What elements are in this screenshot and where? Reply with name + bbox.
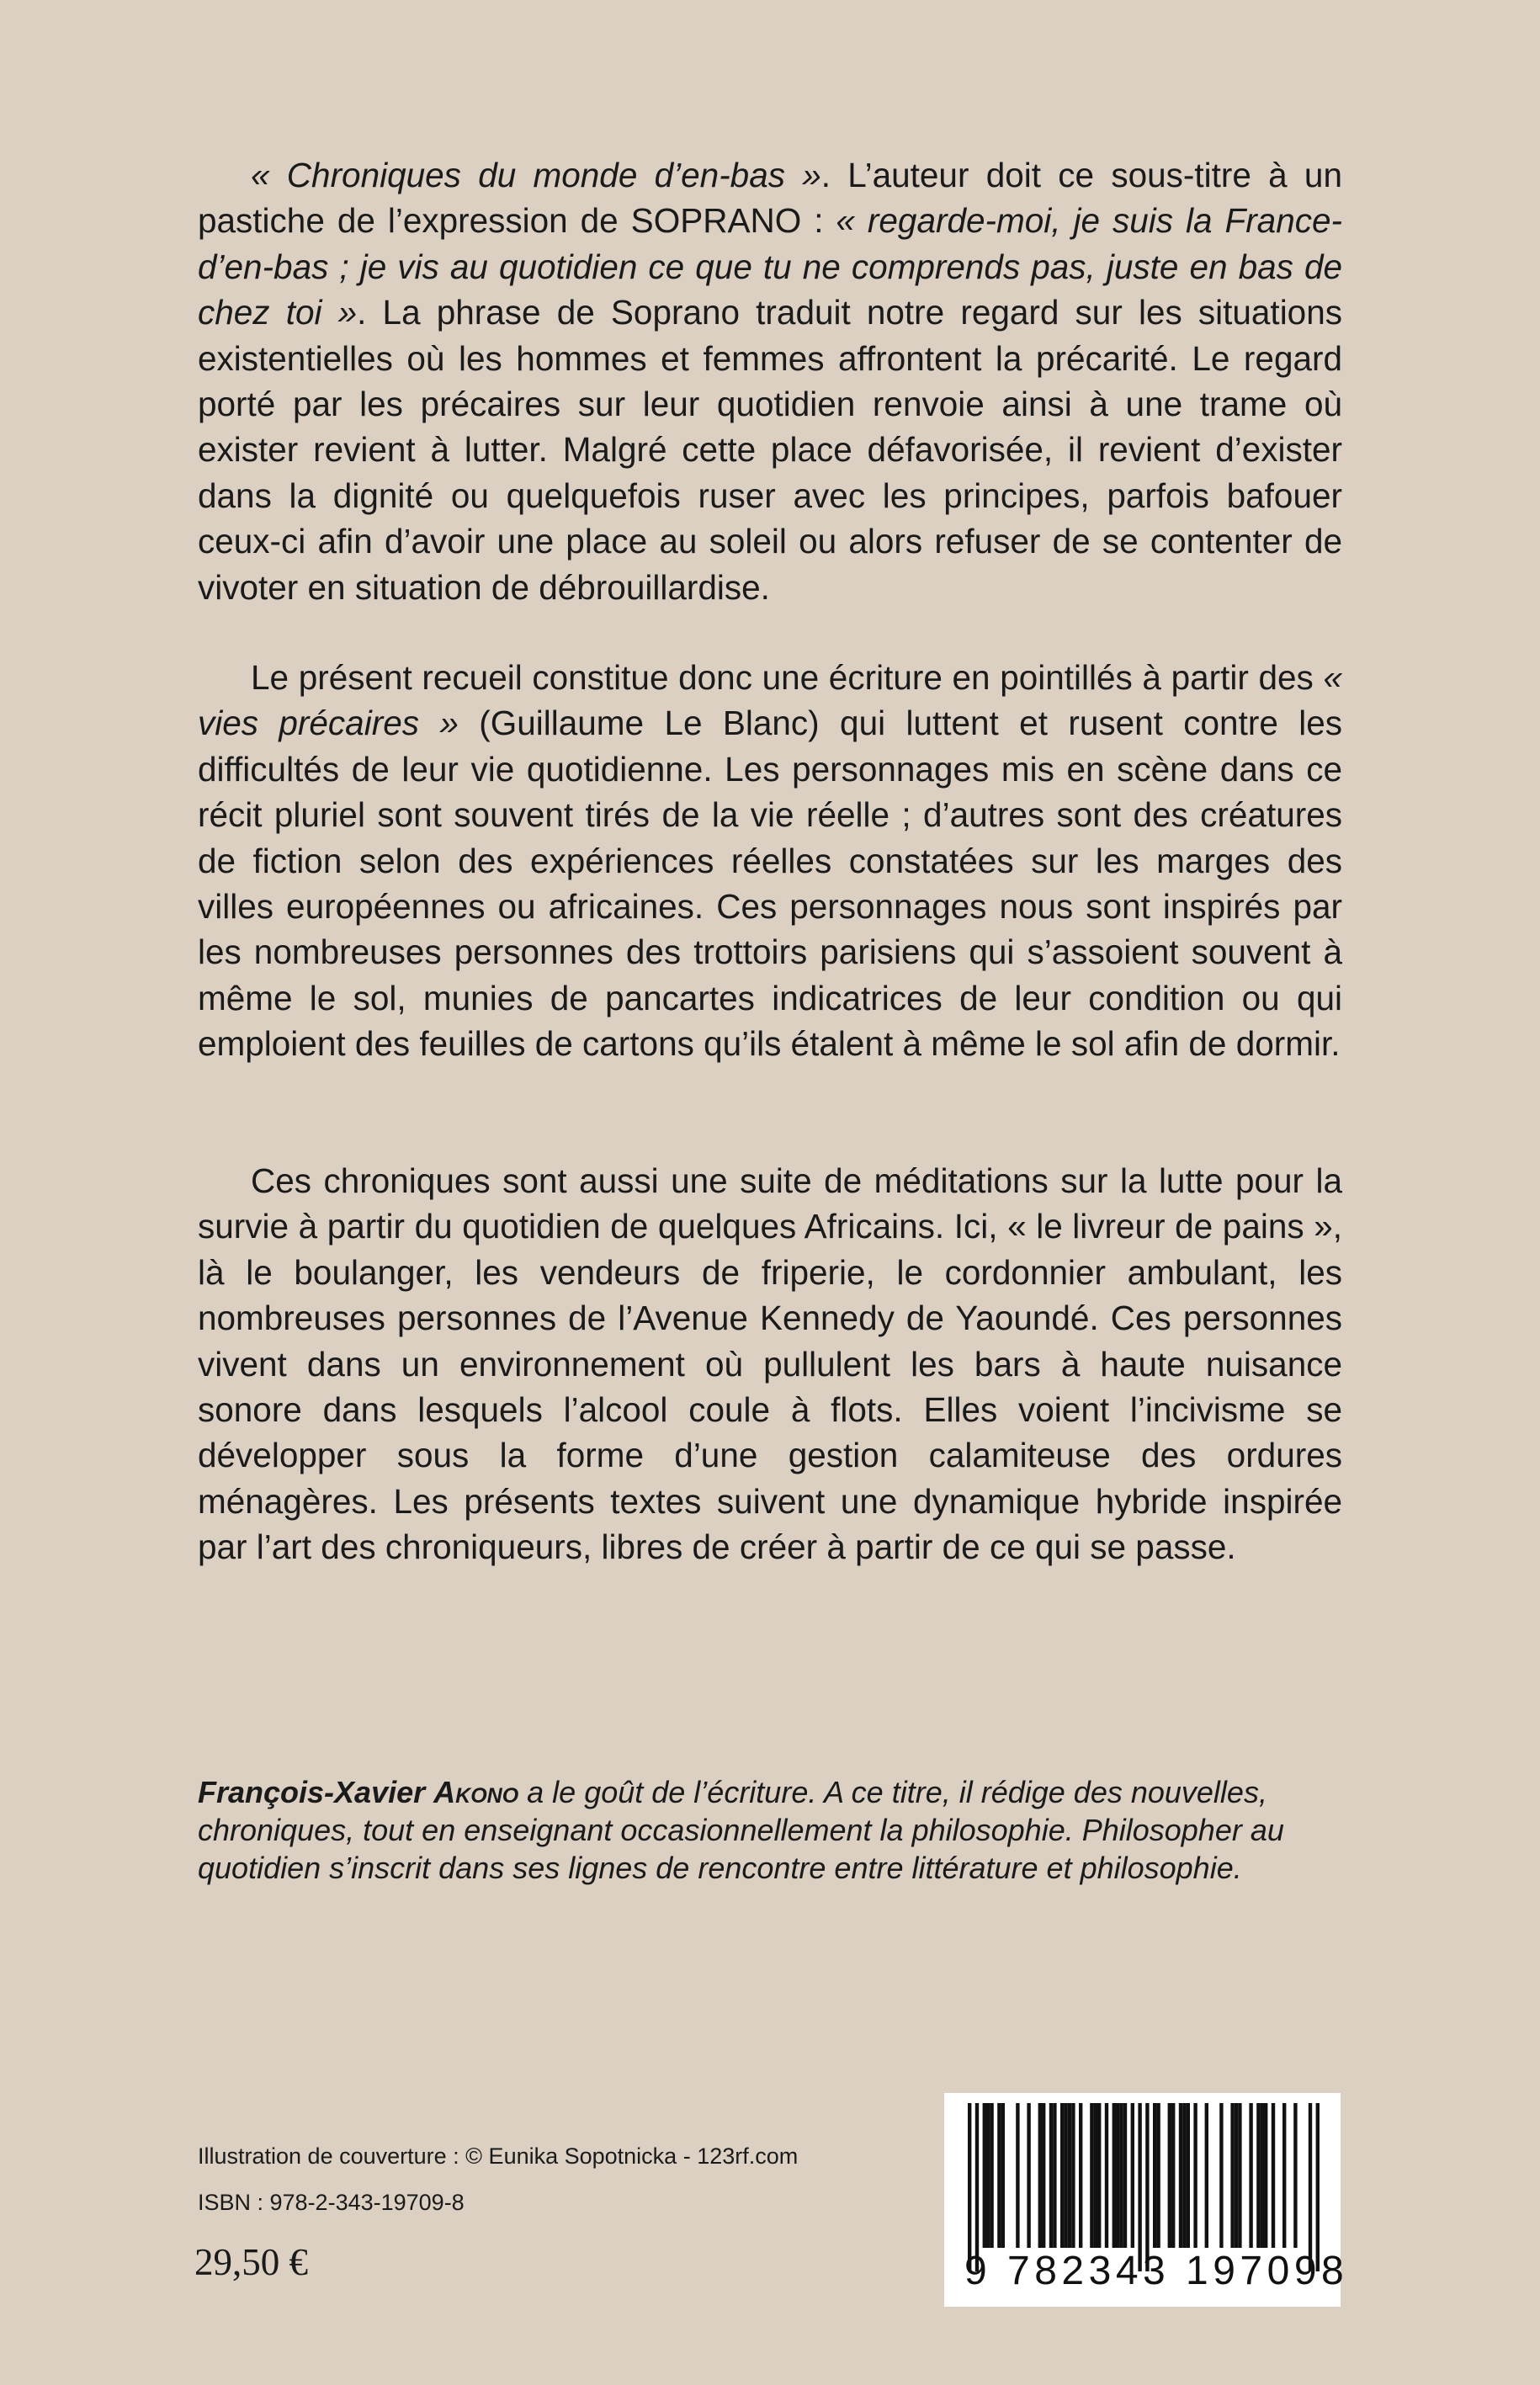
barcode-bar [1042, 2103, 1045, 2248]
barcode-bar [1193, 2103, 1197, 2248]
paragraph-intro-text-b: . La phrase de Soprano traduit notre regard sur les situations existentielles où les hommes et femmes affrontent la précarité. Le regard porté par les précaires sur leur quotidien renvoie ainsi à une trame où exister revient à lutter. Malgré cette place défavorisée, il revient d’exister dans la dignité ou quelquefois ruser avec les principes, parfois bafouer ceux-ci afin d’avoir une place au soleil ou alors refuser de se contenter de vivoter en situation de débrouillardise. [198, 293, 1342, 607]
barcode-bar [1153, 2103, 1156, 2248]
barcode-bar [1309, 2103, 1312, 2271]
paragraph-intro-text-a: . L’auteur doit ce sous-titre à un pastiche de l’expression de SOPRANO : [198, 156, 1342, 241]
barcode [944, 2093, 1349, 2307]
barcode-bar [1001, 2103, 1005, 2248]
author-bio-text: a le goût de l’écriture. A ce titre, il rédige des nouvelles, chroniques, tout en enseignant occasionnellement la philosophie. Philosopher au quotidien s’inscrit dans ses lignes de rencontre entre littérature et philosophie. [198, 1775, 1284, 1885]
barcode-bar [1094, 2103, 1097, 2248]
barcode-bar [968, 2103, 971, 2271]
barcode-bar [1261, 2103, 1264, 2248]
barcode-bar [1316, 2103, 1320, 2271]
barcode-bar [1131, 2103, 1134, 2248]
barcode-bar [1097, 2103, 1101, 2248]
barcode-bar [1038, 2103, 1042, 2248]
barcode-bar [1071, 2103, 1075, 2248]
barcode-bar [983, 2103, 986, 2248]
soprano-quote: « regarde-moi, je suis la France-d’en-bas ; je vis au quotidien ce que tu ne comprends pas, juste en bas de chez toi » [198, 201, 1342, 332]
barcode-bar [1027, 2103, 1030, 2248]
barcode-bar [1090, 2103, 1093, 2248]
barcode-bar [1187, 2103, 1190, 2248]
barcode-bar [1145, 2103, 1149, 2271]
subtitle-quote: « Chroniques du monde d’en-bas » [251, 156, 821, 194]
barcode-bar [1053, 2103, 1056, 2248]
barcode-bar [1138, 2103, 1141, 2271]
barcode-bar [1264, 2103, 1267, 2248]
barcode-bar [975, 2103, 979, 2271]
barcode-bar [1205, 2103, 1208, 2248]
barcode-bar [1282, 2103, 1286, 2248]
barcode-bar [1293, 2103, 1297, 2248]
barcode-digits: 9 782343 197098 [964, 2249, 1349, 2293]
barcode-bar [1230, 2103, 1234, 2248]
paragraph-recueil [198, 655, 1342, 1067]
isbn: ISBN : 978-2-343-19709-8 [198, 2190, 465, 2215]
barcode-bar [1064, 2103, 1067, 2248]
barcode-bar [1168, 2103, 1171, 2248]
barcode-bar [1079, 2103, 1082, 2248]
paragraph-recueil-text-a: Le présent recueil constitue donc une écriture en pointillés à partir des [251, 658, 1324, 697]
price: 29,50 € [194, 2241, 308, 2283]
barcode-bar [1049, 2103, 1053, 2248]
paragraph-chroniques: Ces chroniques sont aussi une suite de méditations sur la lutte pour la survie à partir du quotidien de quelques Africains. Ici, « le livreur de pains », là le boulanger, les vendeurs de friperie, le cordonnier ambulant, les nombreuses personnes de l’Avenue Kennedy de Yaoundé. Ces personnes vivent dans un environnement où pullulent les bars à haute nuisance sonore dans lesquels l’alcool coule à flots. Elles voient l’incivisme se développer sous la forme d’une gestion calamiteuse des ordures ménagères. Les présents textes suivent une dynamique hybride inspirée par l’art des chroniqueurs, libres de créer à partir de ce qui se passe. [198, 1161, 1342, 1567]
paragraph-recueil-text-b: (Guillaume Le Blanc) qui luttent et rusent contre les difficultés de leur vie quotidienne. Les personnages mis en scène dans ce récit pluriel sont souvent tirés de la vie réelle ; d’autres sont des créatures de fiction selon des expériences réelles constatées sur les marges des villes européennes ou africaines. Ces personnages nous sont inspirés par les nombreuses personnes des trottoirs parisiens qui s’assoient souvent à même le sol, munies de pancartes indicatrices de leur condition ou qui emploient des feuilles de cartons qu’ils étalent à même le sol afin de dormir. [198, 704, 1342, 1064]
cover-illustration-credit: Illustration de couverture : © Eunika Sopotnicka - 123rf.com [198, 2143, 799, 2169]
barcode-bar [1119, 2103, 1123, 2248]
barcode-bar [986, 2103, 990, 2248]
barcode-bar [1116, 2103, 1119, 2248]
vies-precaires-quote: « vies précaires » [198, 658, 1342, 743]
barcode-bar [1156, 2103, 1160, 2248]
barcode-bar [1113, 2103, 1116, 2248]
barcode-bar [1238, 2103, 1241, 2248]
barcode-bar [997, 2103, 1001, 2248]
barcode-bar [1060, 2103, 1064, 2248]
paragraph-intro [198, 152, 1342, 610]
barcode-bar [1256, 2103, 1260, 2248]
barcode-bar [1179, 2103, 1182, 2248]
barcode-bar [1105, 2103, 1108, 2248]
barcode-bar [1272, 2103, 1275, 2248]
barcode-bar [1068, 2103, 1071, 2248]
barcode-bar [1182, 2103, 1186, 2248]
author-last-name: Akono [433, 1775, 519, 1809]
barcode-bar [990, 2103, 993, 2248]
author-first-name: François-Xavier [198, 1775, 426, 1809]
barcode-bar [1249, 2103, 1252, 2248]
barcode-bar [1016, 2103, 1019, 2248]
barcode-bar [1123, 2103, 1127, 2248]
barcode-bar [1171, 2103, 1175, 2248]
barcode-bar [1235, 2103, 1238, 2248]
author-bio [198, 1773, 1367, 1887]
barcode-bar [1219, 2103, 1223, 2248]
